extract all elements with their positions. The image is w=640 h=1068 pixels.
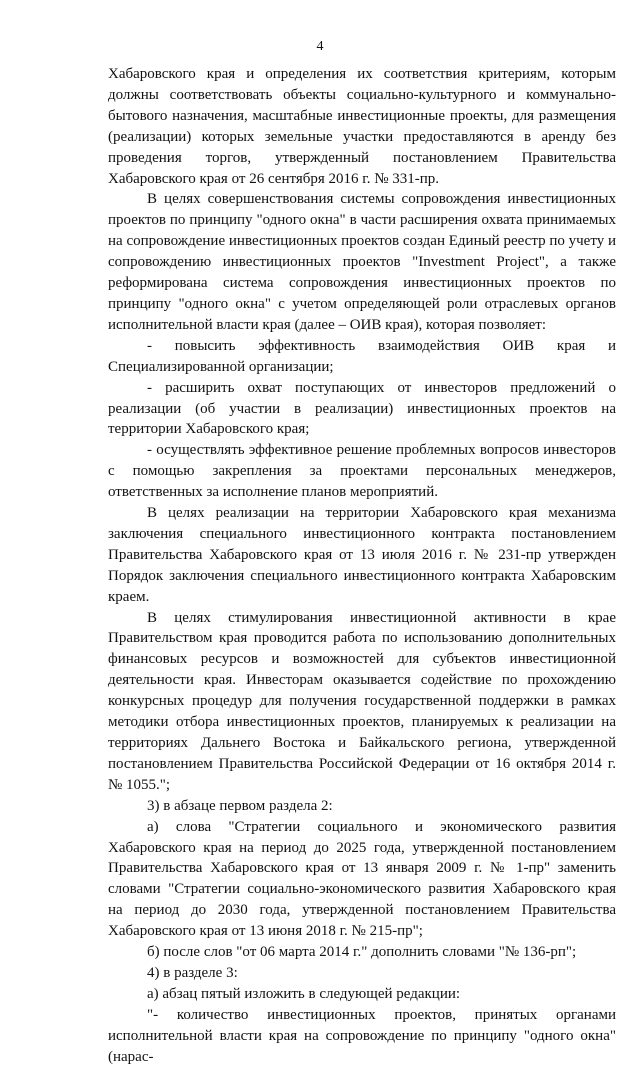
paragraph: В целях реализации на территории Хабаровского края механизма заключения специального инвестиционного контракта постановлением Правительства Хабаровского края от 13 июля 2016 г. № 231-пр утвержден Порядок заключения специального инвестиционного контракта Хабаровским краем. (108, 505, 616, 605)
paragraph: а) слова "Стратегии социального и экономического развития Хабаровского края на период до 2025 года, утвержденной постановлением Правительства Хабаровского края от 13 января 2009 г. № 1-пр" заменить словами "Стратегии социально-экономического развития Хабаровского края на период до 2030 года, утвержденной постановлением Правительства Хабаровского края от 13 июня 2018 г. № 215-пр"; (108, 818, 616, 940)
paragraph: 3) в абзаце первом раздела 2: (147, 797, 333, 814)
paragraph: - повысить эффективность взаимодействия ОИВ края и Специализированной организации; (108, 337, 616, 375)
paragraph: а) абзац пятый изложить в следующей редакции: (147, 985, 461, 1002)
document-body (108, 64, 616, 1068)
paragraph: 4) в разделе 3: (147, 964, 238, 981)
paragraph: - расширить охват поступающих от инвесторов предложений о реализации (об участии в реализации) инвестиционных проектов на территории Хабаровского края; (108, 379, 616, 438)
paragraph: б) после слов "от 06 марта 2014 г." дополнить словами "№ 136-рп"; (147, 944, 577, 961)
paragraph: - осуществлять эффективное решение проблемных вопросов инвесторов с помощью закрепления за проектами персональных менеджеров, ответственных за исполнение планов мероприятий. (108, 442, 616, 501)
paragraph: "- количество инвестиционных проектов, принятых органами исполнительной власти края на сопровождение по принципу "одного окна" (нарас- (108, 1006, 616, 1065)
paragraph: Хабаровского края и определения их соответствия критериям, которым должны соответствовать объекты социально-культурного и коммунально-бытового назначения, масштабные инвестиционные проекты, для размещения (реализации) которых земельные участки предоставляются в аренду без проведения торгов, утвержденный постановлением Правительства Хабаровского края от 26 сентября 2016 г. № 331-пр. (108, 66, 616, 187)
paragraph: В целях стимулирования инвестиционной активности в крае Правительством края проводится работа по использованию дополнительных финансовых ресурсов и возможностей для субъектов инвестиционной деятельности края. Инвесторам оказывается содействие по прохождению конкурсных процедур для получения государственной поддержки в рамках методики отбора инвестиционных проектов, планируемых к реализации на территориях Дальнего Востока и Байкальского региона, утвержденной постановлением Правительства Российской Федерации от 16 октября 2014 г. № 1055."; (108, 609, 616, 793)
paragraph: В целях совершенствования системы сопровождения инвестиционных проектов по принципу "одного окна" в части расширения охвата принимаемых на сопровождение инвестиционных проектов создан Единый реестр по учету и сопровождению инвестиционных проектов "Investment Project", а также реформирована система сопровождения инвестиционных проектов по принципу "одного окна" с учетом определяющей роли отраслевых органов исполнительной власти края (далее – ОИВ края), которая позволяет: (108, 191, 616, 333)
page-number: 4 (316, 39, 324, 54)
